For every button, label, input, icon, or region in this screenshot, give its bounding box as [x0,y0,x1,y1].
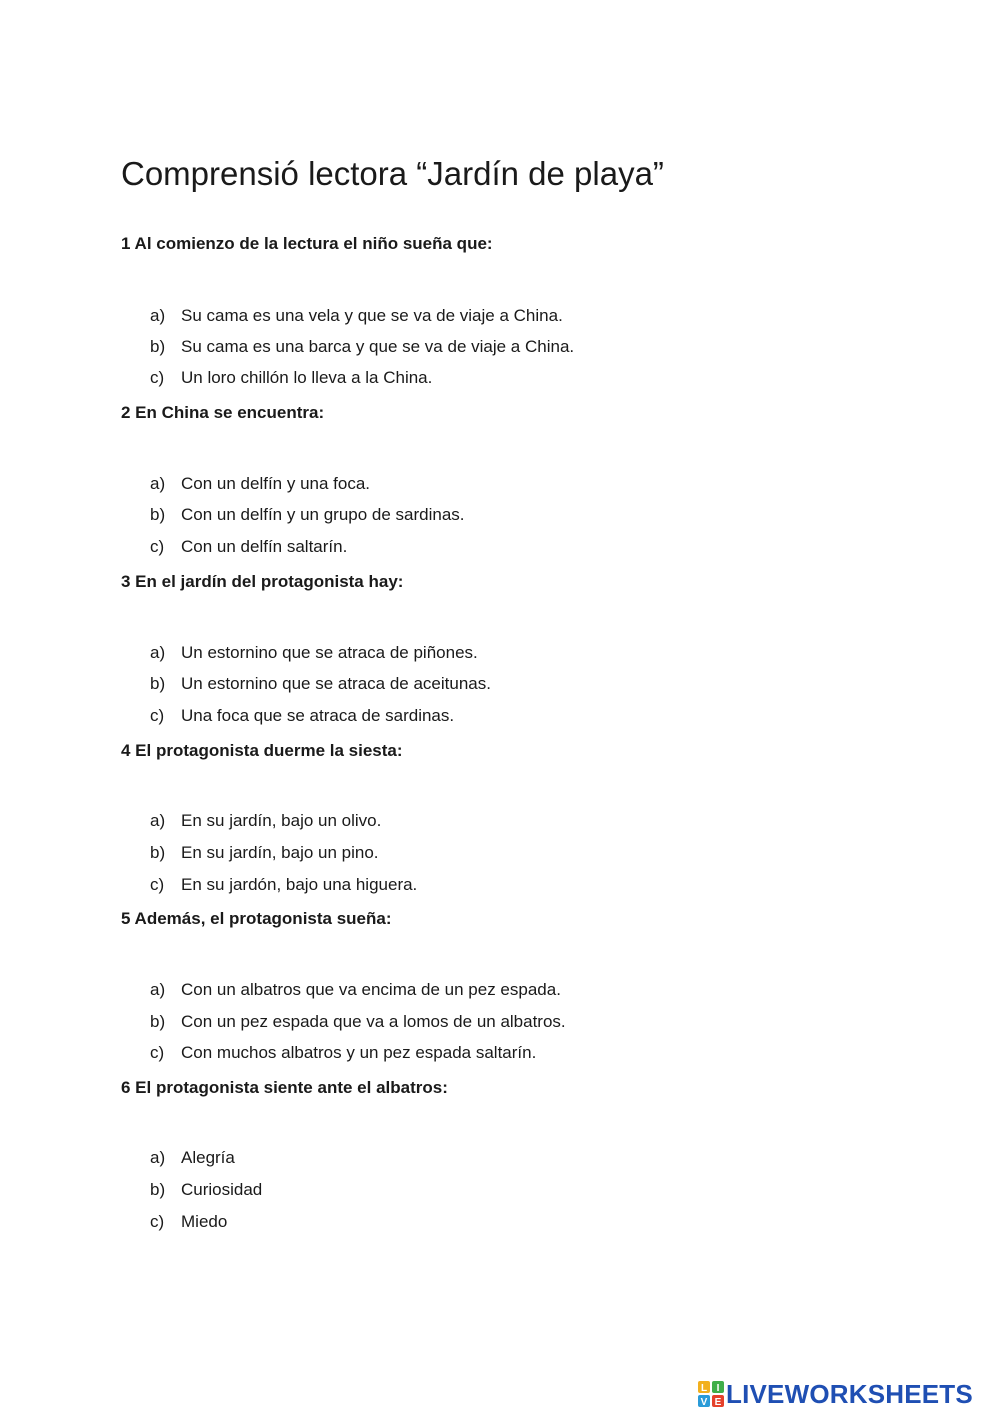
option-letter: a) [150,306,166,325]
option-letter: c) [150,1043,165,1062]
question-text: 5 Además, el protagonista sueña: [121,909,392,928]
question-text: 3 En el jardín del protagonista hay: [121,572,404,591]
option-text: Con un pez espada que va a lomos de un albatros. [181,1012,566,1031]
option-letter: a) [150,811,166,830]
option-letter: c) [150,706,165,725]
option-text: Su cama es una vela y que se va de viaje a China. [181,306,563,325]
option-text: Con un albatros que va encima de un pez espada. [181,980,561,999]
option-letter: b) [150,843,166,862]
question-1 [121,233,921,387]
option-text: Con un delfín saltarín. [181,537,348,556]
option-letter: a) [150,1148,166,1167]
question-text: 1 Al comienzo de la lectura el niño sueña que: [121,234,493,253]
option-letter: a) [150,474,166,493]
option-letter: a) [150,643,166,662]
question-text: 6 El protagonista siente ante el albatros: [121,1078,448,1097]
option-letter: c) [150,875,165,894]
option-letter: b) [150,337,166,356]
option-text: Con un delfín y un grupo de sardinas. [181,505,465,524]
option-letter: b) [150,1180,166,1199]
option-text: En su jardín, bajo un olivo. [181,811,382,830]
question-6 [121,1077,921,1231]
option-text: Con un delfín y una foca. [181,474,371,493]
page-title: Comprensió lectora “Jardín de playa” [121,155,664,192]
option-letter: b) [150,1012,166,1031]
logo-icon-letter: I [716,1383,720,1394]
question-text: 2 En China se encuentra: [121,403,325,422]
option-letter: c) [150,537,165,556]
option-text: Su cama es una barca y que se va de viaje a China. [181,337,575,356]
logo-icon-letter: L [700,1383,708,1394]
option-text: Con muchos albatros y un pez espada saltarín. [181,1043,537,1062]
question-text: 4 El protagonista duerme la siesta: [121,741,403,760]
option-text: Curiosidad [181,1180,263,1199]
question-3 [121,571,921,725]
option-text: Una foca que se atraca de sardinas. [181,706,455,725]
logo-text: LIVEWORKSHEETS [726,1379,973,1409]
option-letter: b) [150,674,166,693]
logo-icon-letter: V [700,1397,708,1407]
option-text: En su jardín, bajo un pino. [181,843,379,862]
option-text: En su jardón, bajo una higuera. [181,875,418,894]
option-letter: c) [150,368,165,387]
question-2 [121,402,921,556]
option-letter: b) [150,505,166,524]
option-text: Alegría [181,1148,235,1167]
option-letter: c) [150,1212,165,1231]
option-text: Un estornino que se atraca de piñones. [181,643,478,662]
option-text: Miedo [181,1212,228,1231]
liveworksheets-logo[interactable] [698,1379,973,1409]
option-letter: a) [150,980,166,999]
question-4 [121,740,921,894]
question-5 [121,908,921,1062]
liveworksheets-logo-icon [698,1381,724,1407]
option-text: Un loro chillón lo lleva a la China. [181,368,433,387]
option-text: Un estornino que se atraca de aceitunas. [181,674,491,693]
logo-icon-letter: E [714,1397,722,1407]
